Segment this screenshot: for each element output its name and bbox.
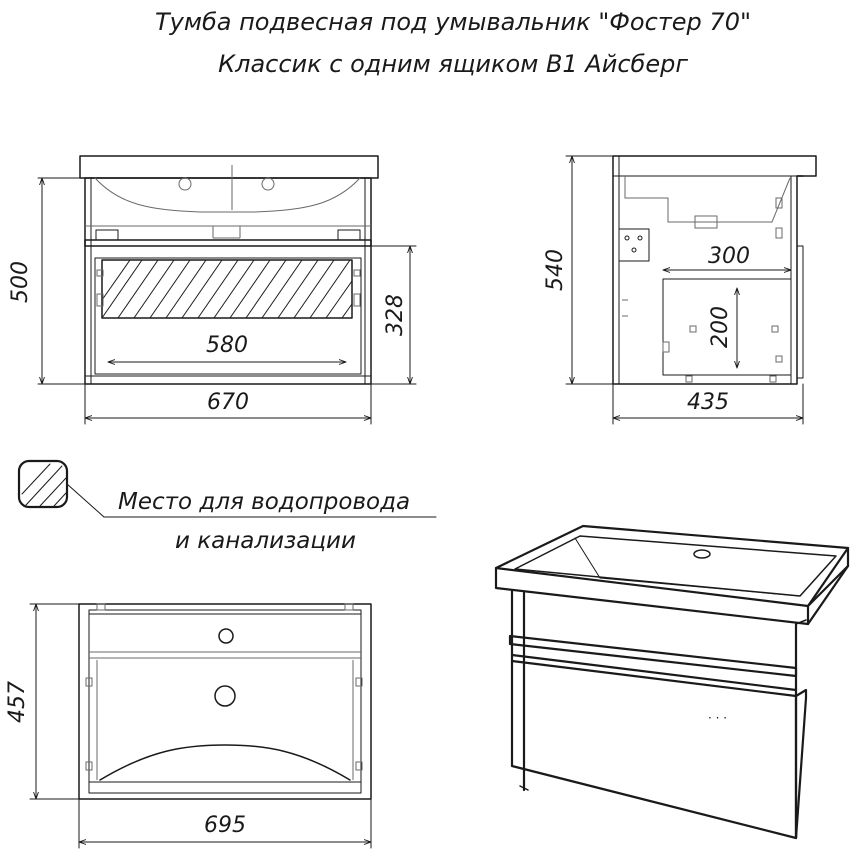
title-line-2: Классик с одним ящиком В1 Айсберг [218,50,688,78]
tap-hole [219,629,233,643]
dim-front-height: 500 [8,261,33,303]
dim-pipe-zone-width: 300 [708,244,750,269]
dim-front-width: 670 [207,390,249,415]
side-view [543,156,816,424]
legend-line-2: и канализации [175,528,356,554]
front-hatching [102,260,352,318]
front-sink-top [80,156,378,178]
front-drawer-rail [85,240,371,246]
dim-pipe-zone-height: 200 [708,306,733,348]
svg-text:· · ·: · · · [708,711,728,725]
top-basin-curve [100,745,350,780]
dim-drawer-width: 580 [206,333,248,358]
dim-top-depth: 457 [5,681,30,723]
dim-drawer-height: 328 [383,294,408,336]
drain-hole [215,686,235,706]
title-line-1: Тумба подвесная под умывальник "Фостер 70" [154,8,752,36]
dim-top-width: 695 [204,813,246,838]
top-view [5,604,371,848]
isometric-view [496,526,848,838]
legend [19,461,436,554]
top-outline [79,604,371,799]
front-view [8,156,416,424]
dim-side-height: 540 [543,249,568,291]
dim-side-depth: 435 [687,390,729,415]
legend-line-1: Место для водопровода [118,489,411,515]
